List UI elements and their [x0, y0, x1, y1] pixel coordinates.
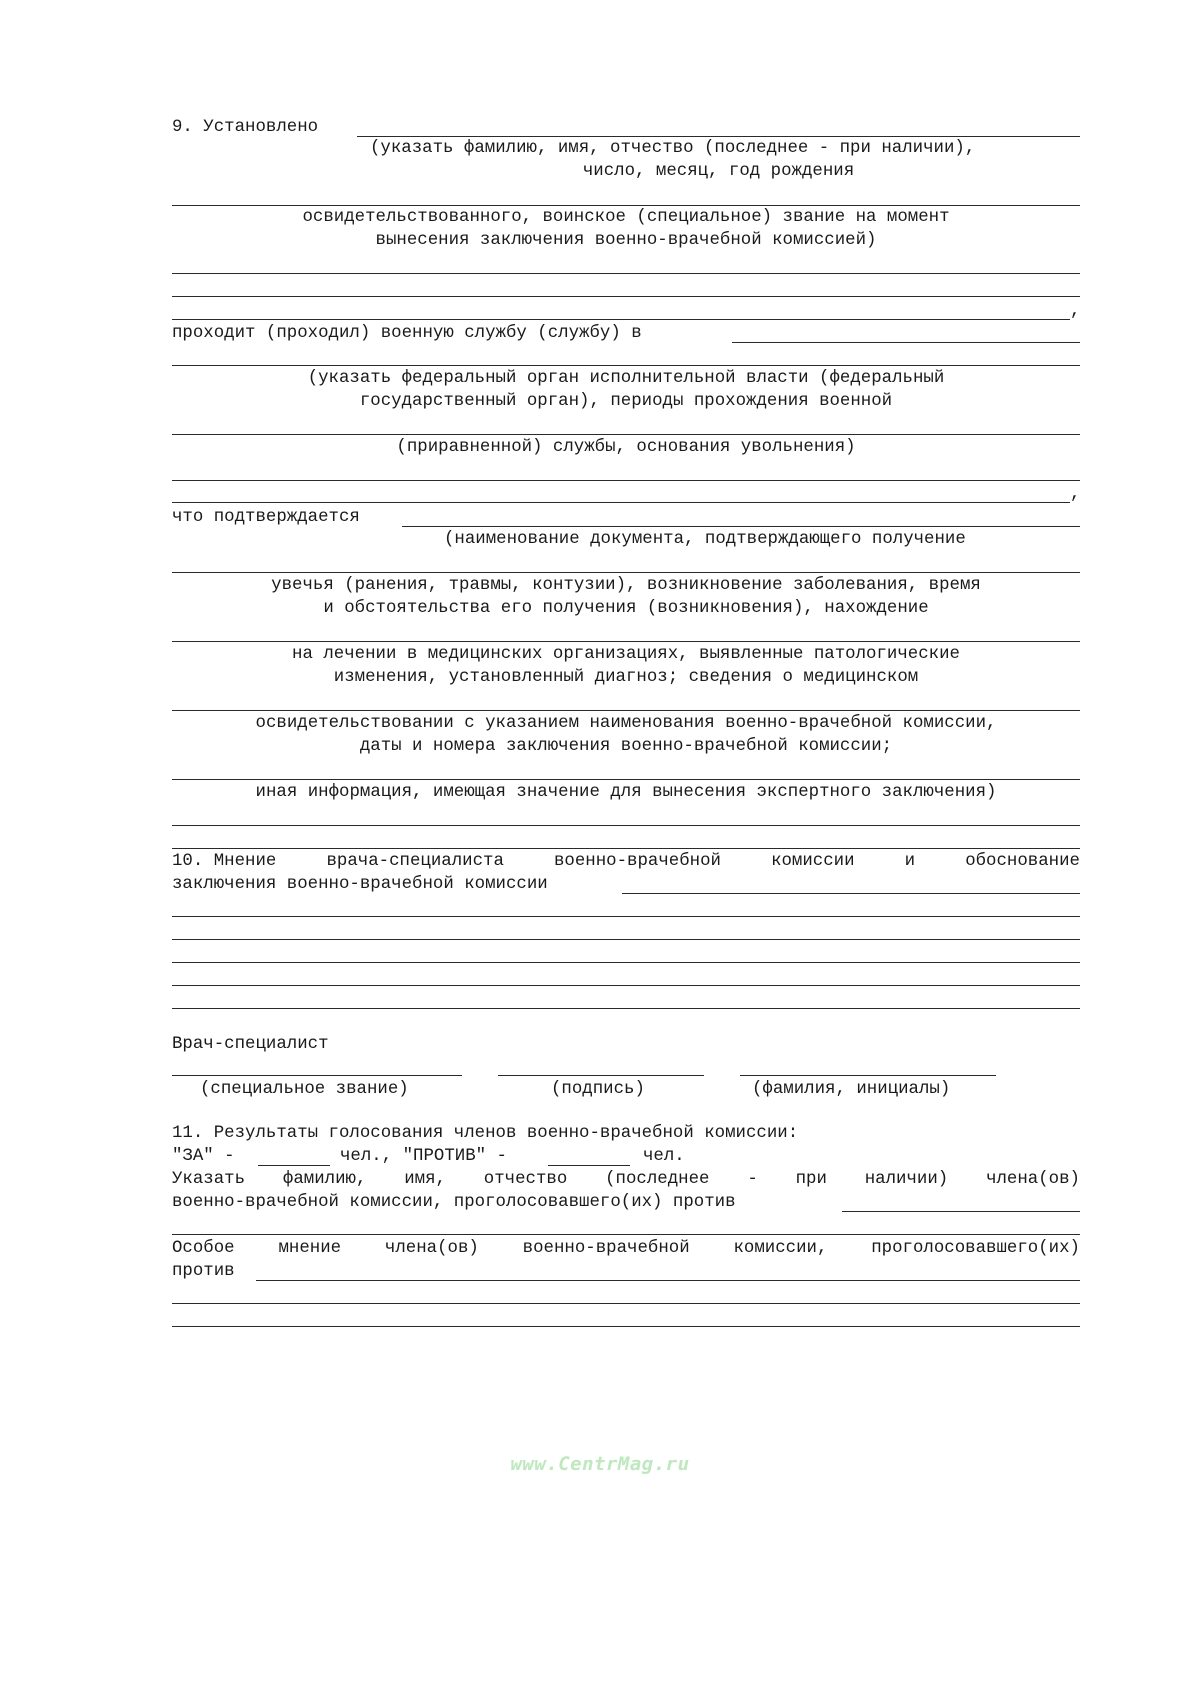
blank-line[interactable] [172, 962, 1080, 963]
s10-word: военно-врачебной [553, 852, 721, 871]
s10-word: 10. Мнение [172, 852, 277, 871]
vote-against-field[interactable] [548, 1165, 630, 1166]
blank-line[interactable] [172, 916, 1080, 917]
sign-signature-line[interactable] [498, 1075, 704, 1076]
name-signature-line[interactable] [740, 1075, 996, 1076]
doc-hint-2: увечья (ранения, травмы, контузии), возникновение заболевания, время [271, 576, 981, 595]
doc-hint-4: на лечении в медицинских организациях, выявленные патологические [292, 645, 960, 664]
s11-word: (последнее [605, 1170, 710, 1189]
doc-hint-1: (наименование документа, подтверждающего получение [444, 530, 966, 549]
s10-word: обоснование [965, 852, 1080, 871]
s11-word: военно-врачебной [522, 1239, 690, 1258]
section-9-label: 9. Установлено [172, 118, 319, 137]
organ-field-line[interactable] [172, 434, 1080, 435]
doc-field-line[interactable] [172, 572, 1080, 573]
s11-word: отчество [483, 1170, 568, 1189]
section-10-line-1 [172, 852, 1080, 872]
s11-word: члена(ов) [384, 1239, 479, 1258]
service-label: проходит (проходил) военную службу (службу) в [172, 324, 642, 343]
doctor-specialist-label: Врач-специалист [172, 1035, 329, 1054]
vote-for-field[interactable] [258, 1165, 330, 1166]
vote-for-label: "ЗА" - [172, 1147, 235, 1166]
blank-line[interactable] [172, 1303, 1080, 1304]
s11-word: наличии) [864, 1170, 949, 1189]
blank-line[interactable] [172, 1008, 1080, 1009]
fio-field-line[interactable] [357, 136, 1080, 137]
doc-hint-3: и обстоятельства его получения (возникновения), нахождение [323, 599, 929, 618]
doc-field-line[interactable] [172, 641, 1080, 642]
blank-line[interactable] [172, 825, 1080, 826]
section-10-line-2: заключения военно-врачебной комиссии [172, 875, 548, 894]
doc-hint-8: иная информация, имеющая значение для вынесения экспертного заключения) [255, 783, 997, 802]
blank-line[interactable] [172, 273, 1080, 274]
vote-unit: чел. [643, 1147, 685, 1166]
doc-field-line[interactable] [172, 779, 1080, 780]
rank-field-line[interactable] [172, 205, 1080, 206]
s11-word: члена(ов) [986, 1170, 1080, 1189]
blank-line[interactable] [172, 502, 1070, 503]
name-hint: (фамилия, инициалы) [752, 1080, 951, 1099]
rank-signature-line[interactable] [172, 1075, 462, 1076]
s11-word: мнение [278, 1239, 342, 1258]
s11-word: Особое [172, 1239, 235, 1258]
doc-hint-7: даты и номера заключения военно-врачебной комиссии; [359, 737, 893, 756]
blank-line[interactable] [172, 1326, 1080, 1327]
sign-hint: (подпись) [551, 1080, 645, 1099]
fio-hint-1: (указать фамилию, имя, отчество (последнее - при наличии), [370, 139, 976, 158]
rank-hint-1: освидетельствованного, воинское (специальное) звание на момент [302, 208, 950, 227]
blank-line[interactable] [172, 985, 1080, 986]
special-opinion-line-1 [172, 1239, 1080, 1259]
s10-word: комиссии [771, 852, 855, 871]
confirm-field-line[interactable] [402, 526, 1080, 527]
vote-against-label: чел., "ПРОТИВ" - [340, 1147, 507, 1166]
against-members-field[interactable] [842, 1211, 1080, 1212]
organ-hint-2: государственный орган), периоды прохождения военной [359, 392, 893, 411]
service-field-line[interactable] [732, 342, 1080, 343]
fio-hint-2: число, месяц, год рождения [582, 162, 855, 181]
watermark-link[interactable]: www.CentrMag.ru [510, 1453, 690, 1475]
blank-line[interactable] [172, 848, 1080, 849]
confirm-label: что подтверждается [172, 508, 360, 527]
against-members-line-2: военно-врачебной комиссии, проголосовавшего(их) против [172, 1193, 736, 1212]
comma: , [1070, 485, 1081, 504]
special-opinion-line-2: против [172, 1262, 235, 1281]
opinion-field-line[interactable] [622, 893, 1080, 894]
s11-word: при [795, 1170, 827, 1189]
blank-line[interactable] [172, 1234, 1080, 1235]
s10-word: и [904, 852, 916, 871]
doc-hint-6: освидетельствовании с указанием наименования военно-врачебной комиссии, [255, 714, 997, 733]
rank-hint: (специальное звание) [200, 1080, 409, 1099]
special-opinion-field[interactable] [256, 1280, 1080, 1281]
s11-word: - [747, 1170, 758, 1189]
against-members-line-1 [172, 1170, 1080, 1190]
s11-word: Указать [172, 1170, 246, 1189]
s11-word: имя, [404, 1170, 446, 1189]
rank-hint-2: вынесения заключения военно-врачебной комиссией) [375, 231, 877, 250]
blank-line[interactable] [172, 939, 1080, 940]
organ-hint-1: (указать федеральный орган исполнительной власти (федеральный [307, 369, 945, 388]
organ-hint-3: (приравненной) службы, основания увольнения) [396, 438, 856, 457]
organ-field-line[interactable] [172, 365, 1080, 366]
section-11-title: 11. Результаты голосования членов военно-врачебной комиссии: [172, 1124, 799, 1143]
blank-line[interactable] [172, 296, 1080, 297]
doc-field-line[interactable] [172, 710, 1080, 711]
blank-line[interactable] [172, 319, 1070, 320]
s11-word: фамилию, [282, 1170, 367, 1189]
s11-word: комиссии, [733, 1239, 828, 1258]
comma: , [1070, 302, 1081, 321]
s10-word: врача-специалиста [326, 852, 504, 871]
s11-word: проголосовавшего(их) [871, 1239, 1080, 1258]
blank-line[interactable] [172, 480, 1080, 481]
doc-hint-5: изменения, установленный диагноз; сведения о медицинском [333, 668, 919, 687]
